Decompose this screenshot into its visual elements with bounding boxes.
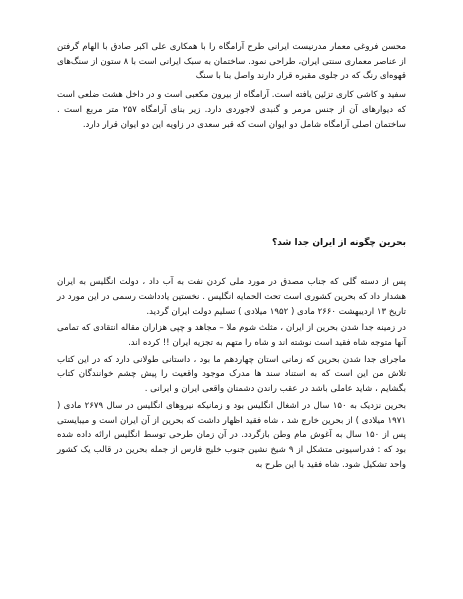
intro-paragraph-2: سفید و کاشی کاری تزئین یافته است. آرامگاه از بیرون مکعبی است و در داخل هشت ضلعی است که دیوارهای آن از جنس مرمر و گنبدی لاجوردی دارد. زیر بنای آرامگاه ۲۵۷ متر مربع است . ساختمان اصلی آرامگاه شامل دو ایوان است که قبر سعدی در زاویه این دو ایوان قرار دارد.: [57, 90, 406, 130]
bahrain-paragraph-1: پس از دسته گلی که جناب مصدق در مورد ملی کردن نفت به آب داد ، دولت انگلیس به ایران هشدار داد که بحرین کشوری است تحت الحمایه انگلیس . نخستین یادداشت رسمی در این مورد در تاریخ ۱۳ اردیبهشت ۲۶۶۰ مادی ( ۱۹۵۲ میلادی ) تسلیم دولت ایران گردید.: [57, 277, 406, 317]
intro-section: [57, 40, 406, 132]
bahrain-paragraph-4: بحرین نزدیک به ۱۵۰ سال در اشغال انگلیس بود و زمانیکه نیروهای انگلیس در سال ۲۶۷۹ مادی ( ۱۹۷۱ میلادی ) از بحرین خارج شد ، شاه فقید اظهار داشت که بحرین از آن ایران است و میبایستی پس از ۱۵۰ سال به آغوش مام وطن بازگردد. در آن زمان طرحی توسط انگلیس ارائه داده شده بود که : فدراسیونی متشکل از ۹ شیخ نشین جنوب خلیج فارس از جمله بحرین در قالب یک کشور واحد تشکیل شود. شاه فقید با این طرح به: [57, 400, 406, 470]
bahrain-section: [57, 275, 406, 472]
bahrain-paragraph-3: ماجرای جدا شدن بحرین که زمانی استان چهاردهم ما بود ، داستانی طولانی دارد که در این کتاب تلاش من این است که به استناد سند ها مدرک موجود واقعیت را پیش چشم خوانندگان کتاب بگشایم ، شاید عاملی باشد در عقب راندن دشمنان واقعی ایران و ایرانی .: [57, 354, 406, 395]
section-heading: بحرین چگونه از ایران جدا شد؟: [272, 238, 406, 249]
intro-paragraph-1: محسن فروغی معمار مدرنیست ایرانی طرح آرامگاه را با همکاری علی اکبر صادق با الهام گرفتن از عناصر معماری سنتی ایران، طراحی نمود. ساختمان به سبک ایرانی است با ۸ ستون از سنگ‌های قهوه‌ای رنگ که در جلوی مقبره قرار دارند واصل بنا با سنگ: [57, 42, 407, 82]
bahrain-paragraph-2: در زمینه جدا شدن بحرین از ایران ، مثلث شوم ملا – مجاهد و چپی هزاران مقاله انتقادی که تمامی آنها متوجه شاه فقید است نوشته اند و شاه را متهم به تجزیه ایران !! کرده اند.: [57, 323, 406, 349]
